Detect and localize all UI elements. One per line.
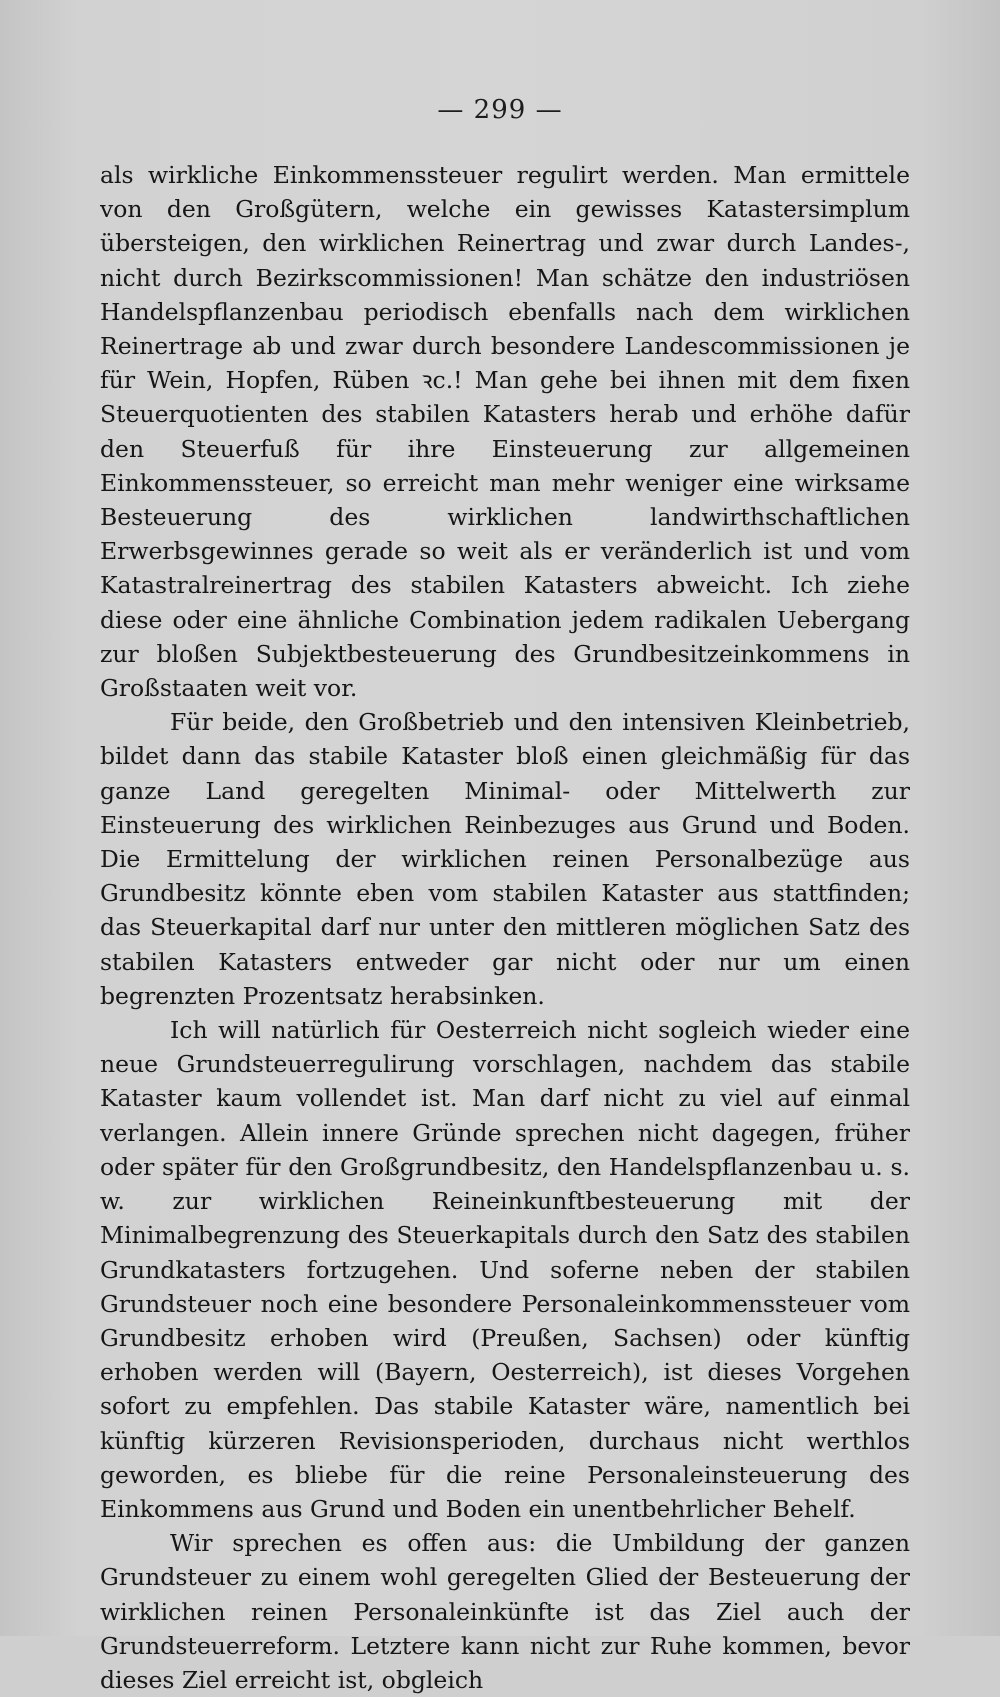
paragraph: als wirkliche Einkommenssteuer regulirt werden. Man ermittele von den Großgütern, welche ein gewisses Katastersimplum übersteigen, den wirklichen Reinertrag und zwar durch Landes-, nicht durch Bezirkscommissionen! Man schätze den industriösen Handelspflanzenbau periodisch ebenfalls nach dem wirklichen Reinertrage ab und zwar durch besondere Landescommissionen je für Wein, Hopfen, Rüben ꝛc.! Man gehe bei ihnen mit dem fixen Steuerquotienten des stabilen Katasters herab und erhöhe dafür den Steuerfuß für ihre Einsteuerung zur allgemeinen Einkommenssteuer, so erreicht man mehr weniger eine wirksame Besteuerung des wirklichen landwirthschaftlichen Erwerbsgewinnes gerade so weit als er veränderlich ist und vom Katastralreinertrag des stabilen Katasters abweicht. Ich ziehe diese oder eine ähnliche Combination jedem radikalen Uebergang zur bloßen Subjektbesteuerung des Grundbesitzeinkommens in Großstaaten weit vor.: [100, 161, 910, 703]
paragraph: Ich will natürlich für Oesterreich nicht sogleich wieder eine neue Grundsteuerregulirung vorschlagen, nachdem das stabile Kataster kaum vollendet ist. Man darf nicht zu viel auf einmal verlangen. Allein innere Gründe sprechen nicht dagegen, früher oder später für den Großgrundbesitz, den Handelspflanzenbau u. s. w. zur wirklichen Reineinkunftbesteuerung mit der Minimalbegrenzung des Steuerkapitals durch den Satz des stabilen Grundkatasters fortzugehen. Und soferne neben der stabilen Grundsteuer noch eine besondere Personaleinkommenssteuer vom Grundbesitz erhoben wird (Preußen, Sachsen) oder künftig erhoben werden will (Bayern, Oesterreich), ist dieses Vorgehen sofort zu empfehlen. Das stabile Kataster wäre, namentlich bei künftig kürzeren Revisionsperioden, durchaus nicht werthlos geworden, es bliebe für die reine Personaleinsteuerung des Einkommens aus Grund und Boden ein unentbehrlicher Behelf.: [100, 1016, 910, 1523]
paragraph: Wir sprechen es offen aus: die Umbildung der ganzen Grundsteuer zu einem wohl geregelten Glied der Besteuerung der wirklichen reinen Personaleinkünfte ist das Ziel auch der Grundsteuerreform. Letztere kann nicht zur Ruhe kommen, bevor dieses Ziel erreicht ist, obgleich: [100, 1529, 910, 1694]
paragraph: Für beide, den Großbetrieb und den intensiven Kleinbetrieb, bildet dann das stabile Kataster bloß einen gleichmäßig für das ganze Land geregelten Minimal- oder Mittelwerth zur Einsteuerung des wirklichen Reinbezuges aus Grund und Boden. Die Ermittelung der wirklichen reinen Personalbezüge aus Grundbesitz könnte eben vom stabilen Kataster aus stattfinden; das Steuerkapital darf nur unter den mittleren möglichen Satz des stabilen Katasters entweder gar nicht oder nur um einen begrenzten Prozentsatz herabsinken.: [100, 708, 910, 1010]
body-text: [100, 158, 910, 1697]
page-number: — 299 —: [437, 95, 563, 125]
